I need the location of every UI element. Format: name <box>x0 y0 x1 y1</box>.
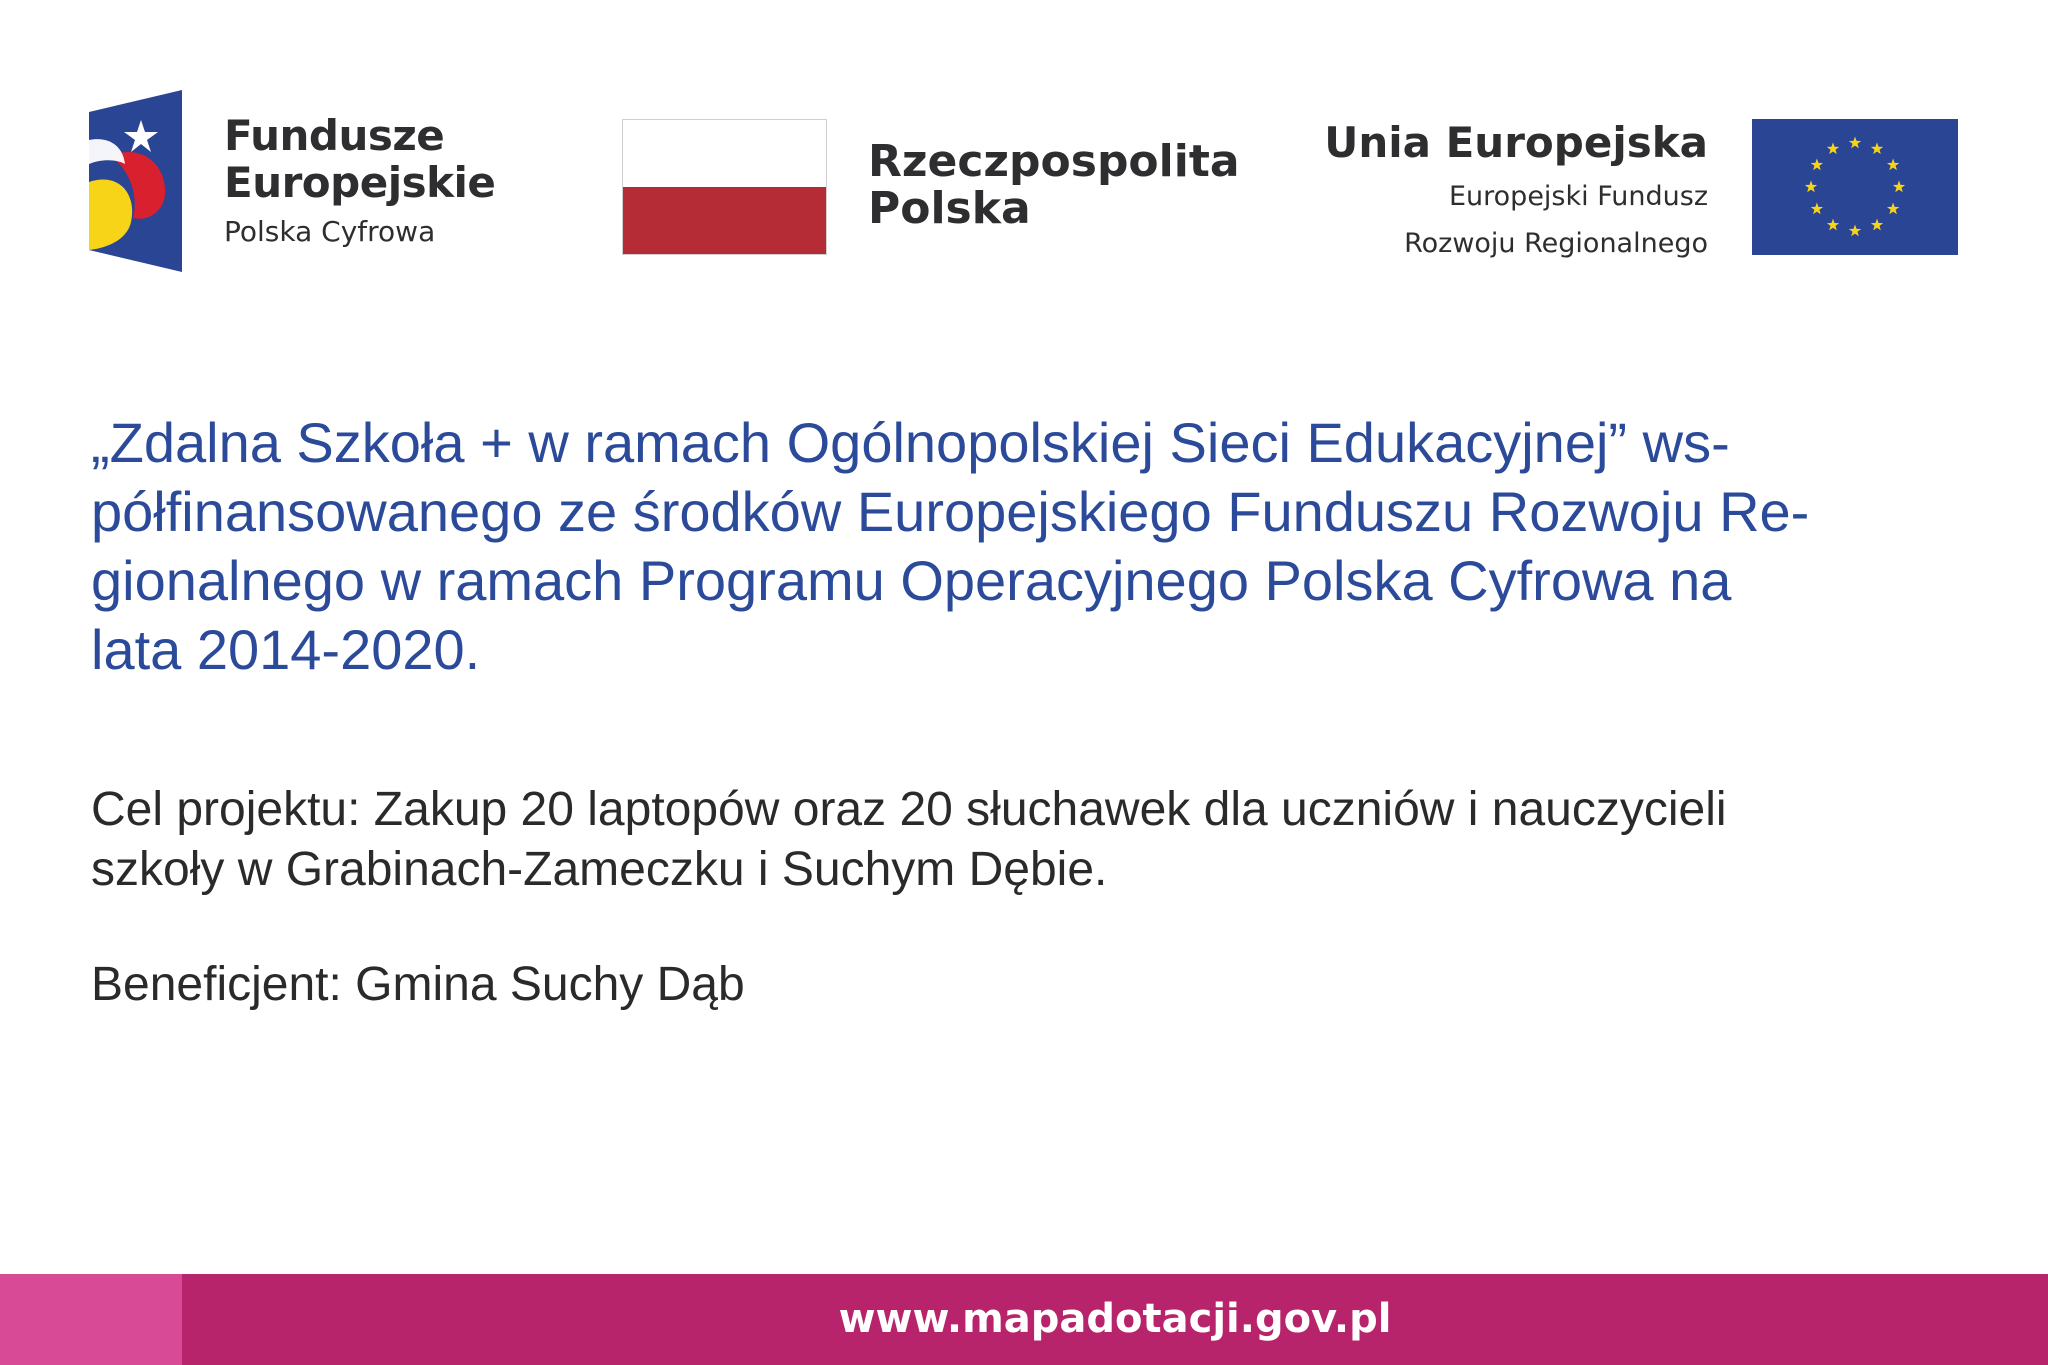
headline-line: lata 2014-2020. <box>91 618 481 681</box>
polish-flag-white-stripe <box>623 120 826 187</box>
polish-flag-icon <box>622 119 827 255</box>
headline-line: gionalnego w ramach Programu Operacyjnego Polska Cyfrowa na <box>91 549 1732 612</box>
unia-europejska-text <box>1324 118 1708 262</box>
rzeczpospolita-line2: Polska <box>868 183 1031 234</box>
fundusze-subtitle: Polska Cyfrowa <box>224 215 436 248</box>
goal-line: szkoły w Grabinach-Zameczku i Suchym Dębie. <box>91 843 1108 896</box>
rzeczpospolita-line1: Rzeczpospolita <box>868 136 1240 187</box>
goal-line: Cel projektu: Zakup 20 laptopów oraz 20 słuchawek dla uczniów i nauczycieli <box>91 783 1727 836</box>
headline-line: półfinansowanego ze środków Europejskiego Funduszu Rozwoju Re- <box>91 480 1810 543</box>
footer-url-link[interactable]: www.mapadotacji.gov.pl <box>838 1296 1392 1342</box>
headline-line: „Zdalna Szkoła + w ramach Ogólnopolskiej Sieci Edukacyjnej” ws- <box>91 411 1730 474</box>
unia-sub-line2: Rozwoju Regionalnego <box>1404 228 1708 259</box>
fundusze-title-line2: Europejskie <box>224 158 496 207</box>
fundusze-title-line1: Fundusze <box>224 111 445 160</box>
fundusze-europejskie-icon <box>89 90 182 272</box>
footer-bar <box>0 1274 2048 1365</box>
logo-row <box>0 0 2048 300</box>
project-headline <box>91 408 1971 684</box>
project-goal <box>91 780 1971 900</box>
eu-flag-icon <box>1752 119 1958 255</box>
beneficiary <box>91 955 1971 1015</box>
rzeczpospolita-polska-text <box>868 138 1240 232</box>
beneficiary-text: Beneficjent: Gmina Suchy Dąb <box>91 958 745 1011</box>
unia-europejska-title: Unia Europejska <box>1324 118 1708 167</box>
unia-sub-line1: Europejski Fundusz <box>1448 181 1708 212</box>
fundusze-europejskie-text <box>224 112 495 250</box>
footer-accent <box>0 1274 182 1365</box>
polish-flag-red-stripe <box>623 187 826 254</box>
